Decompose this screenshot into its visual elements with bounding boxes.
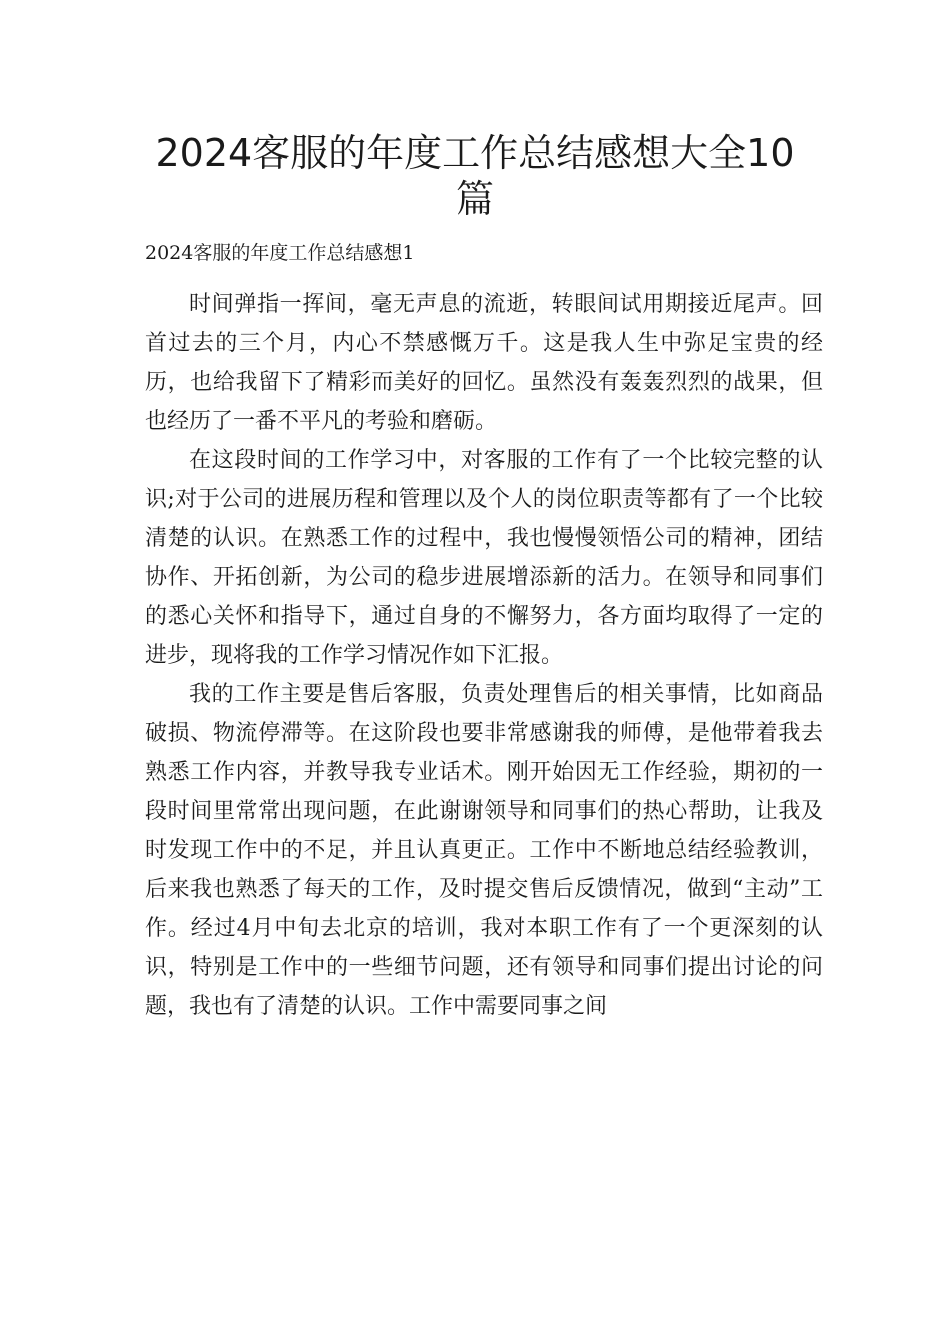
section-heading: 2024客服的年度工作总结感想1 [145,242,415,264]
document-body [145,285,823,1026]
paragraph-1: 时间弹指一挥间，毫无声息的流逝，转眼间试用期接近尾声。回首过去的三个月，内心不禁感慨万千。这是我人生中弥足宝贵的经历，也给我留下了精彩而美好的回忆。虽然没有轰轰烈烈的战果，但也经历了一番不平凡的考验和磨砺。 [145,292,823,434]
document-title: 2024客服的年度工作总结感想大全10篇 [155,131,795,221]
paragraph-2: 在这段时间的工作学习中，对客服的工作有了一个比较完整的认识;对于公司的进展历程和管理以及个人的岗位职责等都有了一个比较清楚的认识。在熟悉工作的过程中，我也慢慢领悟公司的精神，团结协作、开拓创新，为公司的稳步进展增添新的活力。在领导和同事们的悉心关怀和指导下，通过自身的不懈努力，各方面均取得了一定的进步，现将我的工作学习情况作如下汇报。 [145,448,823,668]
paragraph-3: 我的工作主要是售后客服，负责处理售后的相关事情，比如商品破损、物流停滞等。在这阶段也要非常感谢我的师傅，是他带着我去熟悉工作内容，并教导我专业话术。刚开始因无工作经验，期初的一段时间里常常出现问题，在此谢谢领导和同事们的热心帮助，让我及时发现工作中的不足，并且认真更正。工作中不断地总结经验教训，后来我也熟悉了每天的工作，及时提交售后反馈情况，做到“主动”工作。经过4月中旬去北京的培训，我对本职工作有了一个更深刻的认识，特别是工作中的一些细节问题，还有领导和同事们提出讨论的问题，我也有了清楚的认识。工作中需要同事之间 [145,682,823,1019]
